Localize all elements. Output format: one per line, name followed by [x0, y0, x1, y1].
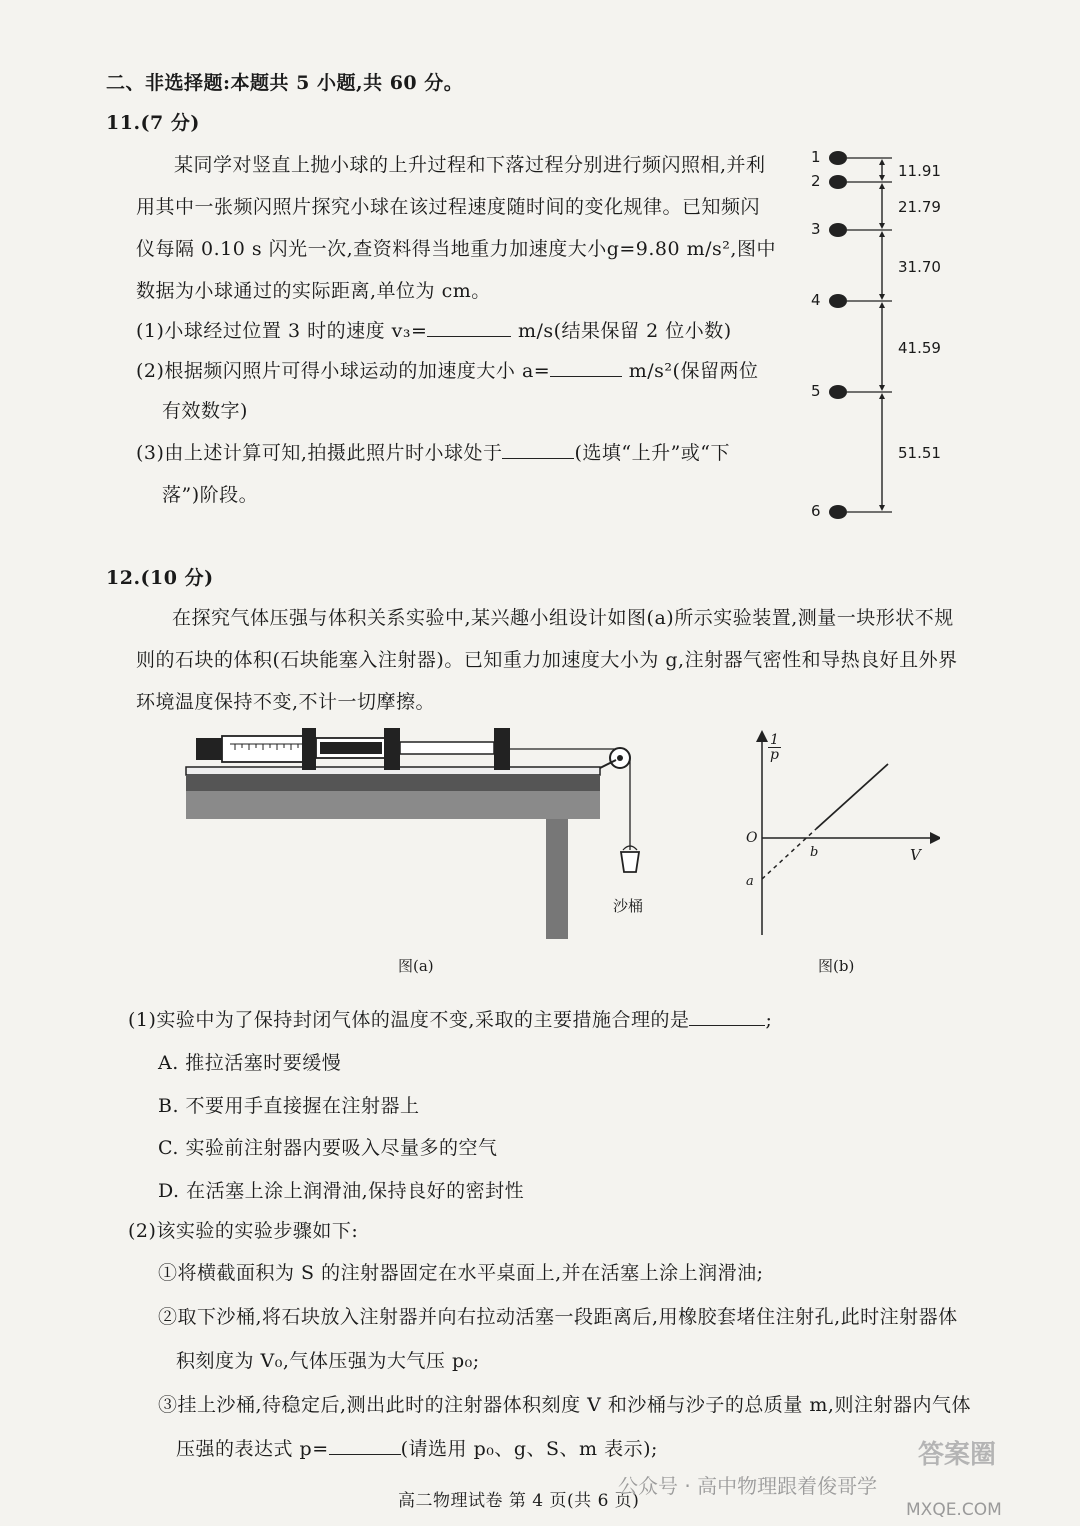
position-label-4: 4: [811, 291, 821, 309]
q11-sub1-blank[interactable]: [427, 318, 511, 337]
distance-label-4: 41.59: [898, 338, 941, 357]
watermark-site: MXQE.COM: [906, 1500, 1002, 1520]
apparatus-figure: [180, 720, 660, 950]
x-axis-label: V: [910, 846, 921, 864]
q11-para-line-4: 数据为小球通过的实际距离,单位为 cm。: [136, 280, 491, 302]
dimension-arrow: [879, 175, 885, 181]
q12-sub1: [128, 1005, 772, 1032]
q11-sub2-blank[interactable]: [550, 358, 622, 377]
fig-b-caption: 图(b): [818, 957, 855, 975]
fig-a-caption: 图(a): [398, 957, 434, 975]
ball-position-4: [829, 294, 847, 308]
watermark: 公众号 · 高中物理跟着俊哥学: [618, 1474, 878, 1498]
plunger-end: [494, 728, 510, 770]
data-line: [816, 764, 888, 829]
q12-para-line-1: 在探究气体压强与体积关系实验中,某兴趣小组设计如图(a)所示实验装置,测量一块形状不规: [172, 607, 954, 629]
a-intercept-label: a: [746, 874, 754, 889]
b-intercept-label: b: [810, 845, 819, 860]
option-b: B. 不要用手直接握在注射器上: [158, 1095, 420, 1117]
q11-sub1-text: (1)小球经过位置 3 时的速度 v₃=: [136, 320, 428, 342]
y-axis-label: [768, 733, 781, 762]
option-a: A. 推拉活塞时要缓慢: [158, 1052, 342, 1074]
ball-position-1: [829, 151, 847, 165]
watermark-logo: 答案圈: [918, 1440, 997, 1470]
position-label-3: 3: [811, 220, 821, 238]
position-label-2: 2: [811, 172, 821, 190]
ball-position-6: [829, 505, 847, 519]
table-leg: [546, 819, 568, 939]
plunger-rod: [400, 742, 494, 754]
q11-sub2-unit: m/s²(保留两位: [628, 360, 759, 382]
step-1: ①将横截面积为 S 的注射器固定在水平桌面上,并在活塞上涂上润滑油;: [158, 1262, 764, 1284]
q11-para-line-2: 用其中一张频闪照片探究小球在该过程速度随时间的变化规律。已知频闪: [136, 196, 761, 218]
bucket-label: 沙桶: [613, 897, 644, 915]
piston: [320, 742, 382, 754]
step-3-text: 压强的表达式 p=: [176, 1438, 329, 1460]
step-3-line-1: ③挂上沙桶,待稳定后,测出此时的注射器体积刻度 V 和沙桶与沙子的总质量 m,则注射器内气体: [158, 1394, 971, 1416]
q12-para-line-3: 环境温度保持不变,不计一切摩擦。: [136, 691, 436, 713]
distance-label-2: 21.79: [898, 198, 941, 216]
step-2-line-2: 积刻度为 V₀,气体压强为大气压 p₀;: [176, 1350, 480, 1372]
y-label-num: 1: [770, 732, 779, 748]
dimension-arrow: [879, 302, 885, 308]
q11-sub1-unit: m/s(结果保留 2 位小数): [517, 320, 732, 342]
q11-para-line-1: 某同学对竖直上抛小球的上升过程和下落过程分别进行频闪照相,并利: [174, 154, 766, 176]
option-d: D. 在活塞上涂上润滑油,保持良好的密封性: [158, 1180, 525, 1202]
step-3-blank[interactable]: [329, 1436, 401, 1455]
q12-sub1-blank[interactable]: [689, 1007, 765, 1026]
sand-bucket: [621, 852, 639, 872]
option-c: C. 实验前注射器内要吸入尽量多的空气: [158, 1137, 498, 1159]
q11-sub2-line2: 有效数字): [162, 400, 248, 422]
dimension-arrow: [879, 231, 885, 237]
position-label-1: 1: [811, 148, 821, 166]
extrapolated-line: [762, 829, 819, 879]
page-footer: 高二物理试卷 第 4 页(共 6 页): [398, 1491, 640, 1511]
distance-label-5: 51.51: [898, 444, 941, 462]
distance-label-3: 31.70: [898, 257, 941, 276]
dimension-arrow: [879, 385, 885, 391]
dimension-arrow: [879, 223, 885, 229]
syringe-flange: [302, 728, 316, 770]
q12-sub1-text: (1)实验中为了保持封闭气体的温度不变,采取的主要措施合理的是: [128, 1009, 690, 1031]
q11-para-line-3: 仪每隔 0.10 s 闪光一次,查资料得当地重力加速度大小g=9.80 m/s²,图中: [136, 238, 776, 260]
q12-para-line-2: 则的石块的体积(石块能塞入注射器)。已知重力加速度大小为 g,注射器气密性和导热良好且外界: [136, 649, 958, 671]
ball-position-3: [829, 223, 847, 237]
table-top: [186, 775, 600, 791]
q11-sub2-text: (2)根据频闪照片可得小球运动的加速度大小 a=: [136, 360, 551, 382]
dimension-arrow: [879, 505, 885, 511]
dimension-arrow: [879, 393, 885, 399]
step-3-hint: (请选用 p₀、g、S、m 表示);: [400, 1438, 658, 1460]
piston-flange: [384, 728, 400, 770]
q11-sub3-line2: 落”)阶段。: [162, 484, 259, 506]
q11-sub2: [136, 356, 758, 383]
q11-sub3-blank[interactable]: [502, 440, 574, 459]
q11-number: 11.(7 分): [106, 112, 200, 134]
q11-sub3-text: (3)由上述计算可知,拍摄此照片时小球处于: [136, 442, 503, 464]
table-front: [186, 791, 600, 819]
q12-sub1-end: ;: [765, 1009, 773, 1031]
position-label-6: 6: [811, 502, 821, 520]
ball-position-5: [829, 385, 847, 399]
dimension-arrow: [879, 294, 885, 300]
dimension-arrow: [879, 183, 885, 189]
ball-position-2: [829, 175, 847, 189]
distance-label-1: 11.91: [898, 162, 941, 180]
q11-sub3: [136, 438, 730, 465]
dimension-arrow: [879, 159, 885, 165]
position-label-5: 5: [811, 382, 821, 400]
y-label-den: p: [769, 747, 779, 763]
step-3-line-2: [176, 1434, 658, 1461]
origin-label: O: [746, 830, 758, 846]
q11-sub1: [136, 316, 732, 343]
q12-number: 12.(10 分): [106, 567, 214, 589]
step-2-line-1: ②取下沙桶,将石块放入注射器并向右拉动活塞一段距离后,用橡胶套堵住注射孔,此时注射器体: [158, 1306, 958, 1328]
q11-sub3-hint: (选填“上升”或“下: [574, 442, 731, 464]
section-title: 二、非选择题:本题共 5 小题,共 60 分。: [106, 72, 464, 94]
q12-sub2: (2)该实验的实验步骤如下:: [128, 1220, 359, 1242]
